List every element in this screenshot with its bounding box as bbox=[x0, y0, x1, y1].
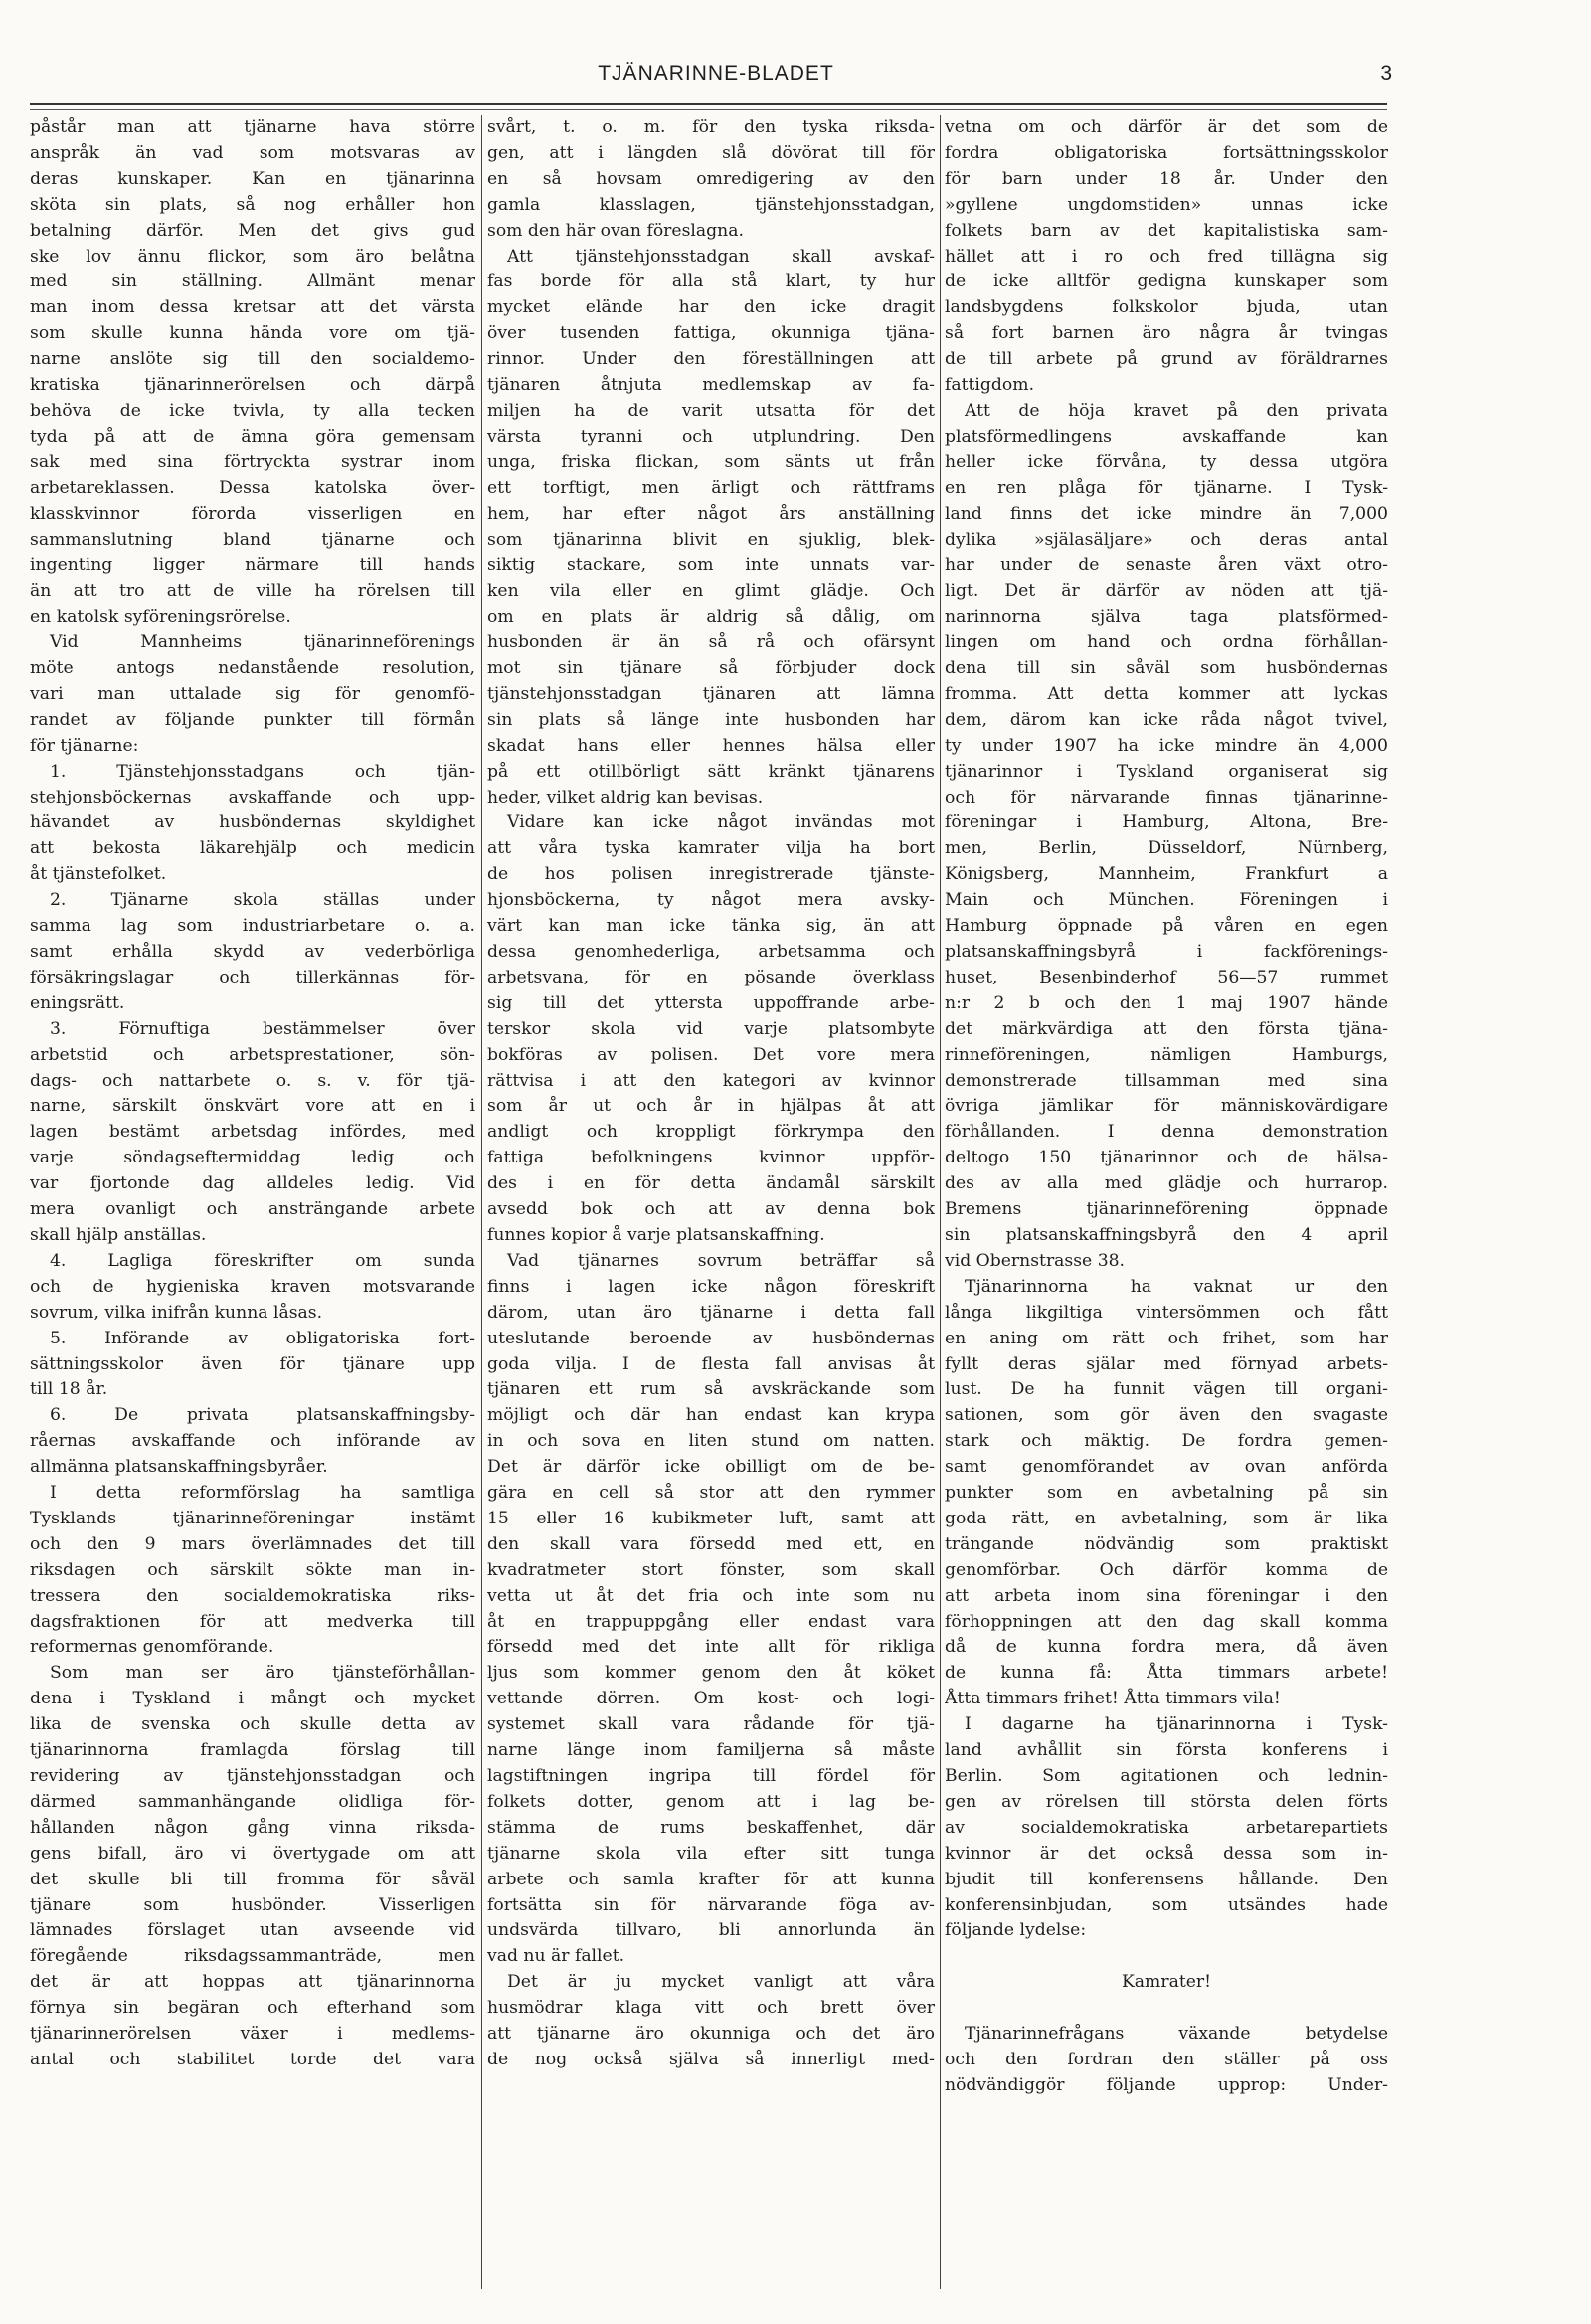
text-line: om en plats är aldrig så dålig, om bbox=[487, 607, 935, 627]
text-line: för barn under 18 år. Under den bbox=[945, 168, 1388, 189]
text-line: som år ut och år in hjälpas åt att bbox=[487, 1096, 935, 1117]
text-line: narne, särskilt önskvärt vore att en i bbox=[30, 1096, 475, 1117]
text-line: Vidare kan icke något invändas mot bbox=[507, 812, 935, 833]
text-line: fyllt deras själar med förnyad arbets- bbox=[945, 1353, 1388, 1374]
text-line: n:r 2 b och den 1 maj 1907 hände bbox=[945, 992, 1388, 1013]
text-line: tjänarinnor i Tyskland organiserat sig bbox=[945, 761, 1388, 782]
text-line: Det är ju mycket vanligt att våra bbox=[507, 1972, 935, 1993]
text-line: rättvisa i att den kategori av kvinnor bbox=[487, 1070, 935, 1091]
text-line: platsanskaffningsbyrå i fackförenings- bbox=[945, 942, 1388, 962]
text-line: och den 9 mars överlämnades det till bbox=[30, 1533, 475, 1554]
text-line: 2. Tjänarne skola ställas under bbox=[50, 890, 475, 911]
text-line: sak med sina förtryckta systrar inom bbox=[30, 451, 475, 472]
text-line: ingenting ligger närmare till hands bbox=[30, 555, 475, 576]
header-rule-thin bbox=[30, 109, 1387, 110]
text-line: Main och München. Föreningen i bbox=[945, 890, 1388, 911]
text-line: hället att i ro och fred tillägna sig bbox=[945, 246, 1388, 267]
text-line: tjänstehjonsstadgan tjänaren att lämna bbox=[487, 683, 935, 704]
page-header bbox=[30, 62, 1402, 97]
text-line: sig till det yttersta uppoffrande arbe- bbox=[487, 992, 935, 1013]
text-line: fattigdom. bbox=[945, 375, 1035, 396]
text-line: Königsberg, Mannheim, Frankfurt a bbox=[945, 864, 1388, 885]
text-line: rinneföreningen, nämligen Hamburgs, bbox=[945, 1044, 1388, 1065]
text-line: unga, friska flickan, som sänts ut från bbox=[487, 451, 935, 472]
text-line: gens bifall, äro vi övertygade om att bbox=[30, 1843, 475, 1864]
text-line: tyda på att de ämna göra gemensam bbox=[30, 426, 475, 447]
text-line: narinnorna själva taga platsförmed- bbox=[945, 607, 1388, 627]
page-number: 3 bbox=[1380, 62, 1392, 85]
text-line: sovrum, vilka inifrån kunna låsas. bbox=[30, 1302, 323, 1323]
text-line: huset, Besenbinderhof 56—57 rummet bbox=[945, 967, 1388, 987]
text-line: fordra obligatoriska fortsättningsskolor bbox=[945, 142, 1388, 163]
text-line: allmänna platsanskaffningsbyråer. bbox=[30, 1457, 328, 1478]
text-line: därom, utan äro tjänarne i detta fall bbox=[487, 1302, 935, 1323]
text-line: gen, att i längden slå dövörat till för bbox=[487, 142, 935, 163]
text-line: var fjortonde dag alldeles ledig. Vid bbox=[30, 1173, 475, 1194]
text-line: lika de svenska och skulle detta av bbox=[30, 1714, 475, 1735]
text-line: tjänare som husbönder. Visserligen bbox=[30, 1894, 475, 1915]
text-line: samt erhålla skydd av vederbörliga bbox=[30, 942, 475, 962]
text-line: Hamburg öppnade på våren en egen bbox=[945, 916, 1388, 937]
text-line: att arbeta inom sina föreningar i den bbox=[945, 1585, 1388, 1606]
text-line: eningsrätt. bbox=[30, 992, 125, 1013]
text-line: Som man ser äro tjänsteförhållan- bbox=[50, 1663, 475, 1684]
text-line: ske lov ännu flickor, som äro belåtna bbox=[30, 246, 475, 267]
text-line: möte antogs nedanstående resolution, bbox=[30, 658, 475, 679]
text-line: fas borde för alla stå klart, ty hur bbox=[487, 271, 935, 292]
text-line: gen av rörelsen till största delen förts bbox=[945, 1791, 1388, 1812]
text-line: tjänaren ett rum så avskräckande som bbox=[487, 1379, 935, 1400]
text-line: en katolsk syföreningsrörelse. bbox=[30, 607, 291, 627]
text-line: dena till sin såväl som husböndernas bbox=[945, 658, 1388, 679]
text-line: då de kunna fordra mera, då även bbox=[945, 1637, 1388, 1658]
text-column-2 bbox=[487, 115, 935, 2303]
text-line: narne länge inom familjerna så måste bbox=[487, 1740, 935, 1761]
text-line: systemet skall vara rådande för tjä- bbox=[487, 1714, 935, 1735]
text-line: vetna om och därför är det som de bbox=[945, 117, 1388, 137]
text-line: varje söndagseftermiddag ledig och bbox=[30, 1148, 475, 1168]
text-line: dylika »själasäljare» och deras antal bbox=[945, 529, 1388, 550]
text-line: som tjänarinna blivit en sjuklig, blek- bbox=[487, 529, 935, 550]
text-line: lagen bestämt arbetsdag infördes, med bbox=[30, 1122, 475, 1143]
text-line: långa likgiltiga vintersömmen och fått bbox=[945, 1302, 1388, 1323]
text-line: mycket elände har den icke dragit bbox=[487, 297, 935, 318]
text-line: Berlin. Som agitationen och lednin- bbox=[945, 1766, 1388, 1786]
text-line: 1. Tjänstehjonsstadgans och tjän- bbox=[50, 761, 475, 782]
text-line: värt kan man icke tänka sig, än att bbox=[487, 916, 935, 937]
text-line: nödvändiggör följande upprop: Under- bbox=[945, 2074, 1388, 2095]
text-line: åt en trappuppgång eller endast vara bbox=[487, 1611, 935, 1632]
column-divider-1 bbox=[481, 115, 482, 2289]
text-line: tjänarinnorna framlagda förslag till bbox=[30, 1740, 475, 1761]
text-line: 5. Införande av obligatoriska fort- bbox=[50, 1328, 475, 1348]
text-line: man inom dessa kretsar att det värsta bbox=[30, 297, 475, 318]
text-line: hem, har efter något års anställning bbox=[487, 503, 935, 524]
text-line: som den här ovan föreslagna. bbox=[487, 220, 744, 241]
text-line: övriga jämlikar för människovärdigare bbox=[945, 1096, 1388, 1117]
text-line: Kamrater! bbox=[1121, 1972, 1212, 1993]
text-line: och för närvarande finnas tjänarinne- bbox=[945, 787, 1388, 807]
text-line: heller icke förvåna, ty dessa utgöra bbox=[945, 451, 1388, 472]
text-line: av socialdemokratiska arbetarepartiets bbox=[945, 1817, 1388, 1838]
text-line: ljus som kommer genom den åt köket bbox=[487, 1663, 935, 1684]
text-line: sättningsskolor även för tjänare upp bbox=[30, 1353, 475, 1374]
text-line: ligt. Det är därför av nöden att tjä- bbox=[945, 581, 1388, 602]
text-line: rinnor. Under den föreställningen att bbox=[487, 349, 935, 370]
text-line: tjänarinnerörelsen växer i medlems- bbox=[30, 2024, 475, 2045]
text-line: genomförbar. Och därför komma de bbox=[945, 1559, 1388, 1580]
text-line: så fort barnen äro några år tvingas bbox=[945, 323, 1388, 344]
text-line: betalning därför. Men det givs gud bbox=[30, 220, 475, 241]
text-line: siktig stackare, som inte unnats var- bbox=[487, 555, 935, 576]
text-line: fromma. Att detta kommer att lyckas bbox=[945, 683, 1388, 704]
text-line: »gyllene ungdomstiden» unnas icke bbox=[945, 194, 1388, 215]
text-line: försäkringslagar och tillerkännas för- bbox=[30, 967, 475, 987]
text-line: dessa genomhederliga, arbetsamma och bbox=[487, 942, 935, 962]
text-line: dagsfraktionen för att medverka till bbox=[30, 1611, 475, 1632]
text-line: Bremens tjänarinneförening öppnade bbox=[945, 1199, 1388, 1220]
text-line: lämnades förslaget utan avseende vid bbox=[30, 1920, 475, 1941]
text-line bbox=[945, 1944, 1388, 1970]
text-line: det skulle bli till fromma för såväl bbox=[30, 1869, 475, 1889]
text-line: samt genomförandet av ovan anförda bbox=[945, 1457, 1388, 1478]
text-line: dags- och nattarbete o. s. v. för tjä- bbox=[30, 1070, 475, 1091]
text-line: mot sin tjänare så förbjuder dock bbox=[487, 658, 935, 679]
text-line: vetta ut åt det fria och inte som nu bbox=[487, 1585, 935, 1606]
text-line: Vid Mannheims tjänarinneförenings bbox=[50, 632, 475, 653]
text-line: lingen om hand och ordna förhållan- bbox=[945, 632, 1388, 653]
text-line: värsta tyranni och utplundring. Den bbox=[487, 426, 935, 447]
text-line: konferensinbjudan, som utsändes hade bbox=[945, 1894, 1388, 1915]
text-line: 4. Lagliga föreskrifter om sunda bbox=[50, 1250, 475, 1271]
text-line: avsedd bok och att av denna bok bbox=[487, 1199, 935, 1220]
text-line: folkets dotter, genom att i lag be- bbox=[487, 1791, 935, 1812]
text-line: fattiga befolkningens kvinnor uppför- bbox=[487, 1148, 935, 1168]
text-line: landsbygdens folkskolor bjuda, utan bbox=[945, 297, 1388, 318]
text-line: förhållanden. I denna demonstration bbox=[945, 1122, 1388, 1143]
text-line: kvinnor är det också dessa som in- bbox=[945, 1843, 1388, 1864]
text-line: Åtta timmars frihet! Åtta timmars vila! bbox=[945, 1689, 1281, 1709]
text-line: demonstrerade tillsamman med sina bbox=[945, 1070, 1388, 1091]
text-line: det är att hoppas att tjänarinnorna bbox=[30, 1972, 475, 1993]
text-line: vad nu är fallet. bbox=[487, 1946, 625, 1967]
text-line: I detta reformförslag ha samtliga bbox=[50, 1483, 475, 1504]
text-line: svårt, t. o. m. för den tyska riksda- bbox=[487, 117, 935, 137]
text-line: och de hygieniska kraven motsvarande bbox=[30, 1276, 475, 1297]
text-line: arbete och samla krafter för att kunna bbox=[487, 1869, 935, 1889]
text-line: men, Berlin, Düsseldorf, Nürnberg, bbox=[945, 838, 1388, 859]
text-line: tjänaren åtnjuta medlemskap av fa- bbox=[487, 375, 935, 396]
text-line: till 18 år. bbox=[30, 1379, 108, 1400]
text-line: föreningar i Hamburg, Altona, Bre- bbox=[945, 812, 1388, 833]
text-line: revidering av tjänstehjonsstadgan och bbox=[30, 1766, 475, 1786]
text-line: uteslutande beroende av husböndernas bbox=[487, 1328, 935, 1348]
text-line: de nog också själva så innerligt med- bbox=[487, 2049, 935, 2069]
text-line: 6. De privata platsanskaffningsby- bbox=[50, 1405, 475, 1426]
running-title: TJÄNARINNE-BLADET bbox=[598, 62, 834, 85]
text-line: mera ovanligt och ansträngande arbete bbox=[30, 1199, 475, 1220]
text-line: skadat hans eller hennes hälsa eller bbox=[487, 735, 935, 756]
text-line: gära en cell så stor att den rymmer bbox=[487, 1483, 935, 1504]
text-line: än att tro att de ville ha rörelsen till bbox=[30, 581, 475, 602]
text-line: den skall vara försedd med ett, en bbox=[487, 1533, 935, 1554]
text-line: över tusenden fattiga, okunniga tjäna- bbox=[487, 323, 935, 344]
text-line: att våra tyska kamrater vilja ha bort bbox=[487, 838, 935, 859]
text-line: vid Obernstrasse 38. bbox=[945, 1250, 1126, 1271]
text-line: Tjänarinnorna ha vaknat ur den bbox=[965, 1276, 1388, 1297]
text-line: vari man uttalade sig för genomfö- bbox=[30, 683, 475, 704]
text-line: en aning om rätt och frihet, som har bbox=[945, 1328, 1388, 1348]
text-line: som skulle kunna hända vore om tjä- bbox=[30, 323, 475, 344]
text-line: åt tjänstefolket. bbox=[30, 864, 167, 885]
text-line: stark och mäktig. De fordra gemen- bbox=[945, 1431, 1388, 1452]
text-line: försedd med det inte allt för rikliga bbox=[487, 1637, 935, 1658]
text-line: sin plats så länge inte husbonden har bbox=[487, 709, 935, 730]
text-line: riksdagen och särskilt sökte man in- bbox=[30, 1559, 475, 1580]
text-line: möjligt och där han endast kan krypa bbox=[487, 1405, 935, 1426]
text-line: ty under 1907 ha icke mindre än 4,000 bbox=[945, 735, 1388, 756]
text-line: dem, därom kan icke råda något tvivel, bbox=[945, 709, 1388, 730]
text-line: förhoppningen att den dag skall komma bbox=[945, 1611, 1388, 1632]
text-line: en ren plåga för tjänarne. I Tysk- bbox=[945, 477, 1388, 498]
text-line: des av alla med glädje och hurrarop. bbox=[945, 1173, 1388, 1194]
column-divider-2 bbox=[940, 115, 941, 2289]
text-line: andligt och kroppligt förkrympa den bbox=[487, 1122, 935, 1143]
text-line: hjonsböckerna, ty något mera avsky- bbox=[487, 890, 935, 911]
text-line: kvadratmeter stort fönster, som skall bbox=[487, 1559, 935, 1580]
text-line: bokföras av polisen. Det vore mera bbox=[487, 1044, 935, 1065]
text-line: Att de höja kravet på den privata bbox=[965, 400, 1388, 421]
text-line: klasskvinnor förorda visserligen en bbox=[30, 503, 475, 524]
text-line: stämma de rums beskaffenhet, där bbox=[487, 1817, 935, 1838]
text-line: de icke alltför gedigna kunskaper som bbox=[945, 271, 1388, 292]
text-line: fortsätta sin för närvarande föga av- bbox=[487, 1894, 935, 1915]
text-line: platsförmedlingens avskaffande kan bbox=[945, 426, 1388, 447]
text-line: sationen, som gör även den svagaste bbox=[945, 1405, 1388, 1426]
text-line: på ett otillbörligt sätt kränkt tjänarens bbox=[487, 761, 935, 782]
text-line: I dagarne ha tjänarinnorna i Tysk- bbox=[965, 1714, 1388, 1735]
text-line: de hos polisen inregistrerade tjänste- bbox=[487, 864, 935, 885]
text-line: har under de senaste åren växt otro- bbox=[945, 555, 1388, 576]
text-line: folkets barn av det kapitalistiska sam- bbox=[945, 220, 1388, 241]
text-line: samma lag som industriarbetare o. a. bbox=[30, 916, 475, 937]
text-line: husmödrar klaga vitt och brett över bbox=[487, 1998, 935, 2019]
text-line: vettande dörren. Om kost- och logi- bbox=[487, 1689, 935, 1709]
text-line: Vad tjänarnes sovrum beträffar så bbox=[507, 1250, 935, 1271]
text-line: med sin ställning. Allmänt menar bbox=[30, 271, 475, 292]
text-line: stehjonsböckernas avskaffande och upp- bbox=[30, 787, 475, 807]
text-line: 15 eller 16 kubikmeter luft, samt att bbox=[487, 1508, 935, 1528]
text-line: kratiska tjänarinnerörelsen och därpå bbox=[30, 375, 475, 396]
text-column-1 bbox=[30, 115, 475, 2303]
text-line: gamla klasslagen, tjänstehjonsstadgan, bbox=[487, 194, 935, 215]
text-line: lust. De ha funnit vägen till organi- bbox=[945, 1379, 1388, 1400]
text-line: sammanslutning bland tjänarne och bbox=[30, 529, 475, 550]
text-line: reformernas genomförande. bbox=[30, 1637, 274, 1658]
text-line: behöva de icke tvivla, ty alla tecken bbox=[30, 400, 475, 421]
text-line: des i en för detta ändamål särskilt bbox=[487, 1173, 935, 1194]
text-line bbox=[945, 1996, 1388, 2022]
text-line: sin platsanskaffningsbyrå den 4 april bbox=[945, 1224, 1388, 1245]
text-line: följande lydelse: bbox=[945, 1920, 1087, 1941]
text-line: föregående riksdagssammanträde, men bbox=[30, 1946, 475, 1967]
text-line: narne anslöte sig till den socialdemo- bbox=[30, 349, 475, 370]
text-line: påstår man att tjänarne hava större bbox=[30, 117, 475, 137]
text-line: anspråk än vad som motsvaras av bbox=[30, 142, 475, 163]
text-line: lagstiftningen ingripa till fördel för bbox=[487, 1766, 935, 1786]
text-line: de till arbete på grund av föräldrarnes bbox=[945, 349, 1388, 370]
text-line: 3. Förnuftiga bestämmelser över bbox=[50, 1018, 475, 1039]
text-line: tjänarne skola vila efter sitt tunga bbox=[487, 1843, 935, 1864]
text-line: goda vilja. I de flesta fall anvisas åt bbox=[487, 1353, 935, 1374]
text-line: husbonden är än så rå och ofärsynt bbox=[487, 632, 935, 653]
text-line: trängande nödvändig som praktiskt bbox=[945, 1533, 1388, 1554]
text-line: deltogo 150 tjänarinnor och de hälsa- bbox=[945, 1148, 1388, 1168]
text-line: heder, vilket aldrig kan bevisas. bbox=[487, 787, 764, 807]
text-line: terskor skola vid varje platsombyte bbox=[487, 1018, 935, 1039]
text-line: arbetareklassen. Dessa katolska över- bbox=[30, 477, 475, 498]
text-line: förnya sin begäran och efterhand som bbox=[30, 1998, 475, 2019]
text-line: Tjänarinnefrågans växande betydelse bbox=[965, 2024, 1388, 2045]
text-line: ken vila eller en glimt glädje. Och bbox=[487, 581, 935, 602]
text-line: hävandet av husböndernas skyldighet bbox=[30, 812, 475, 833]
header-rule bbox=[30, 103, 1387, 105]
text-line: randet av följande punkter till förmån bbox=[30, 709, 475, 730]
text-line: arbetsvana, för en pösande överklass bbox=[487, 967, 935, 987]
text-line: och den fordran den ställer på oss bbox=[945, 2049, 1388, 2069]
text-line: skall hjälp anställas. bbox=[30, 1224, 207, 1245]
text-line: en så hovsam omredigering av den bbox=[487, 168, 935, 189]
text-line: undsvärda tillvaro, bli annorlunda än bbox=[487, 1920, 935, 1941]
text-line: bjudit till konferensens hållande. Den bbox=[945, 1869, 1388, 1889]
text-column-3 bbox=[945, 115, 1388, 2303]
text-line: funnes kopior å varje platsanskaffning. bbox=[487, 1224, 825, 1245]
text-line: arbetstid och arbetsprestationer, sön- bbox=[30, 1044, 475, 1065]
text-line: ett torftigt, men ärligt och rättframs bbox=[487, 477, 935, 498]
text-line: in och sova en liten stund om natten. bbox=[487, 1431, 935, 1452]
text-line: finns i lagen icke någon föreskrift bbox=[487, 1276, 935, 1297]
text-line: Tysklands tjänarinneföreningar instämt bbox=[30, 1508, 475, 1528]
text-line: att tjänarne äro okunniga och det äro bbox=[487, 2024, 935, 2045]
text-line: Det är därför icke obilligt om de be- bbox=[487, 1457, 935, 1478]
text-line: dena i Tyskland i mångt och mycket bbox=[30, 1689, 475, 1709]
text-line: de kunna få: Åtta timmars arbete! bbox=[945, 1663, 1388, 1684]
text-line: det märkvärdiga att den första tjäna- bbox=[945, 1018, 1388, 1039]
text-line: antal och stabilitet torde det vara bbox=[30, 2049, 475, 2069]
text-line: miljen ha de varit utsatta för det bbox=[487, 400, 935, 421]
text-line: tressera den socialdemokratiska riks- bbox=[30, 1585, 475, 1606]
text-line: punkter som en avbetalning på sin bbox=[945, 1483, 1388, 1504]
text-line: deras kunskaper. Kan en tjänarinna bbox=[30, 168, 475, 189]
text-line: hållanden någon gång vinna riksda- bbox=[30, 1817, 475, 1838]
text-line: därmed sammanhängande olidliga för- bbox=[30, 1791, 475, 1812]
text-line: land finns det icke mindre än 7,000 bbox=[945, 503, 1388, 524]
text-line: att bekosta läkarehjälp och medicin bbox=[30, 838, 475, 859]
text-line: land avhållit sin första konferens i bbox=[945, 1740, 1388, 1761]
text-line: råernas avskaffande och införande av bbox=[30, 1431, 475, 1452]
text-line: goda rätt, en avbetalning, som är lika bbox=[945, 1508, 1388, 1528]
text-line: för tjänarne: bbox=[30, 735, 139, 756]
text-line: sköta sin plats, så nog erhåller hon bbox=[30, 194, 475, 215]
text-line: Att tjänstehjonsstadgan skall avskaf- bbox=[507, 246, 935, 267]
